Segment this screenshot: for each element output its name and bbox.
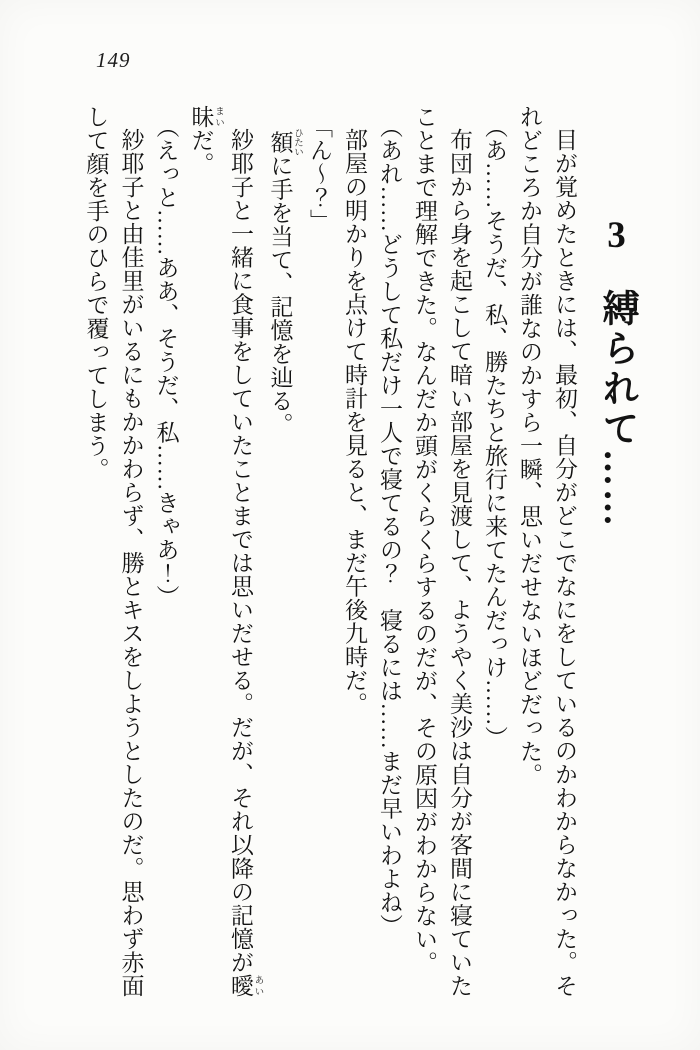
text-column: ことまで理解できた。なんだか頭がくらくらするのだが、その原因がわからない。: [412, 105, 437, 975]
ruby-annotated-char: 額 ひたい: [267, 128, 302, 157]
chapter-number: 3: [596, 215, 637, 259]
text-column: 布団から身を起こして暗い部屋を見渡して、ようやく美沙は自分が客間に寝ていた: [447, 128, 472, 998]
ruby-annotated-char: 昧 まい: [188, 105, 223, 129]
text-column: 昧 まいだ。: [188, 105, 223, 176]
text-column: 目が覚めたときには、最初、自分がどこでなにをしているのかわからなかった。そ: [552, 128, 577, 998]
chapter-title-text: 縛られて……: [596, 289, 637, 529]
text-column: （えっと……ああ、そうだ、私……きゃあ！）: [153, 115, 179, 609]
text-body: [80, 105, 650, 998]
text-column: （あれ……どうして私だけ一人で寝てるの？ 寝るには……まだ早いわよね）: [377, 115, 402, 938]
text-column: 部屋の明かりを点けて時計を見ると、まだ午後九時だ。: [342, 128, 367, 716]
text-column: 額 ひたいに手を当て、記憶を辿る。: [267, 128, 302, 436]
text-column: して顔を手のひらで覆ってしまう。: [83, 105, 109, 481]
text-column: （あ……そうだ、私、勝たちと旅行に来てたんだっけ……）: [482, 115, 507, 750]
chapter-title: [582, 105, 650, 1050]
text-column: れどころか自分が誰なのかすら一瞬、思いだせないほどだった。: [517, 105, 542, 787]
ruby-annotated-char: 曖 あい: [228, 974, 263, 998]
page-number: 149: [96, 48, 131, 72]
text-column: 紗耶子と由佳里がいるにもかかわらず、勝とキスをしようとしたのだ。思わず赤面: [118, 128, 144, 998]
text-column: 紗耶子と一緒に食事をしていたことまでは思いだせる。だが、それ以降の記憶が曖 あい: [228, 128, 263, 998]
text-column: 「ん〜？」: [307, 115, 332, 233]
